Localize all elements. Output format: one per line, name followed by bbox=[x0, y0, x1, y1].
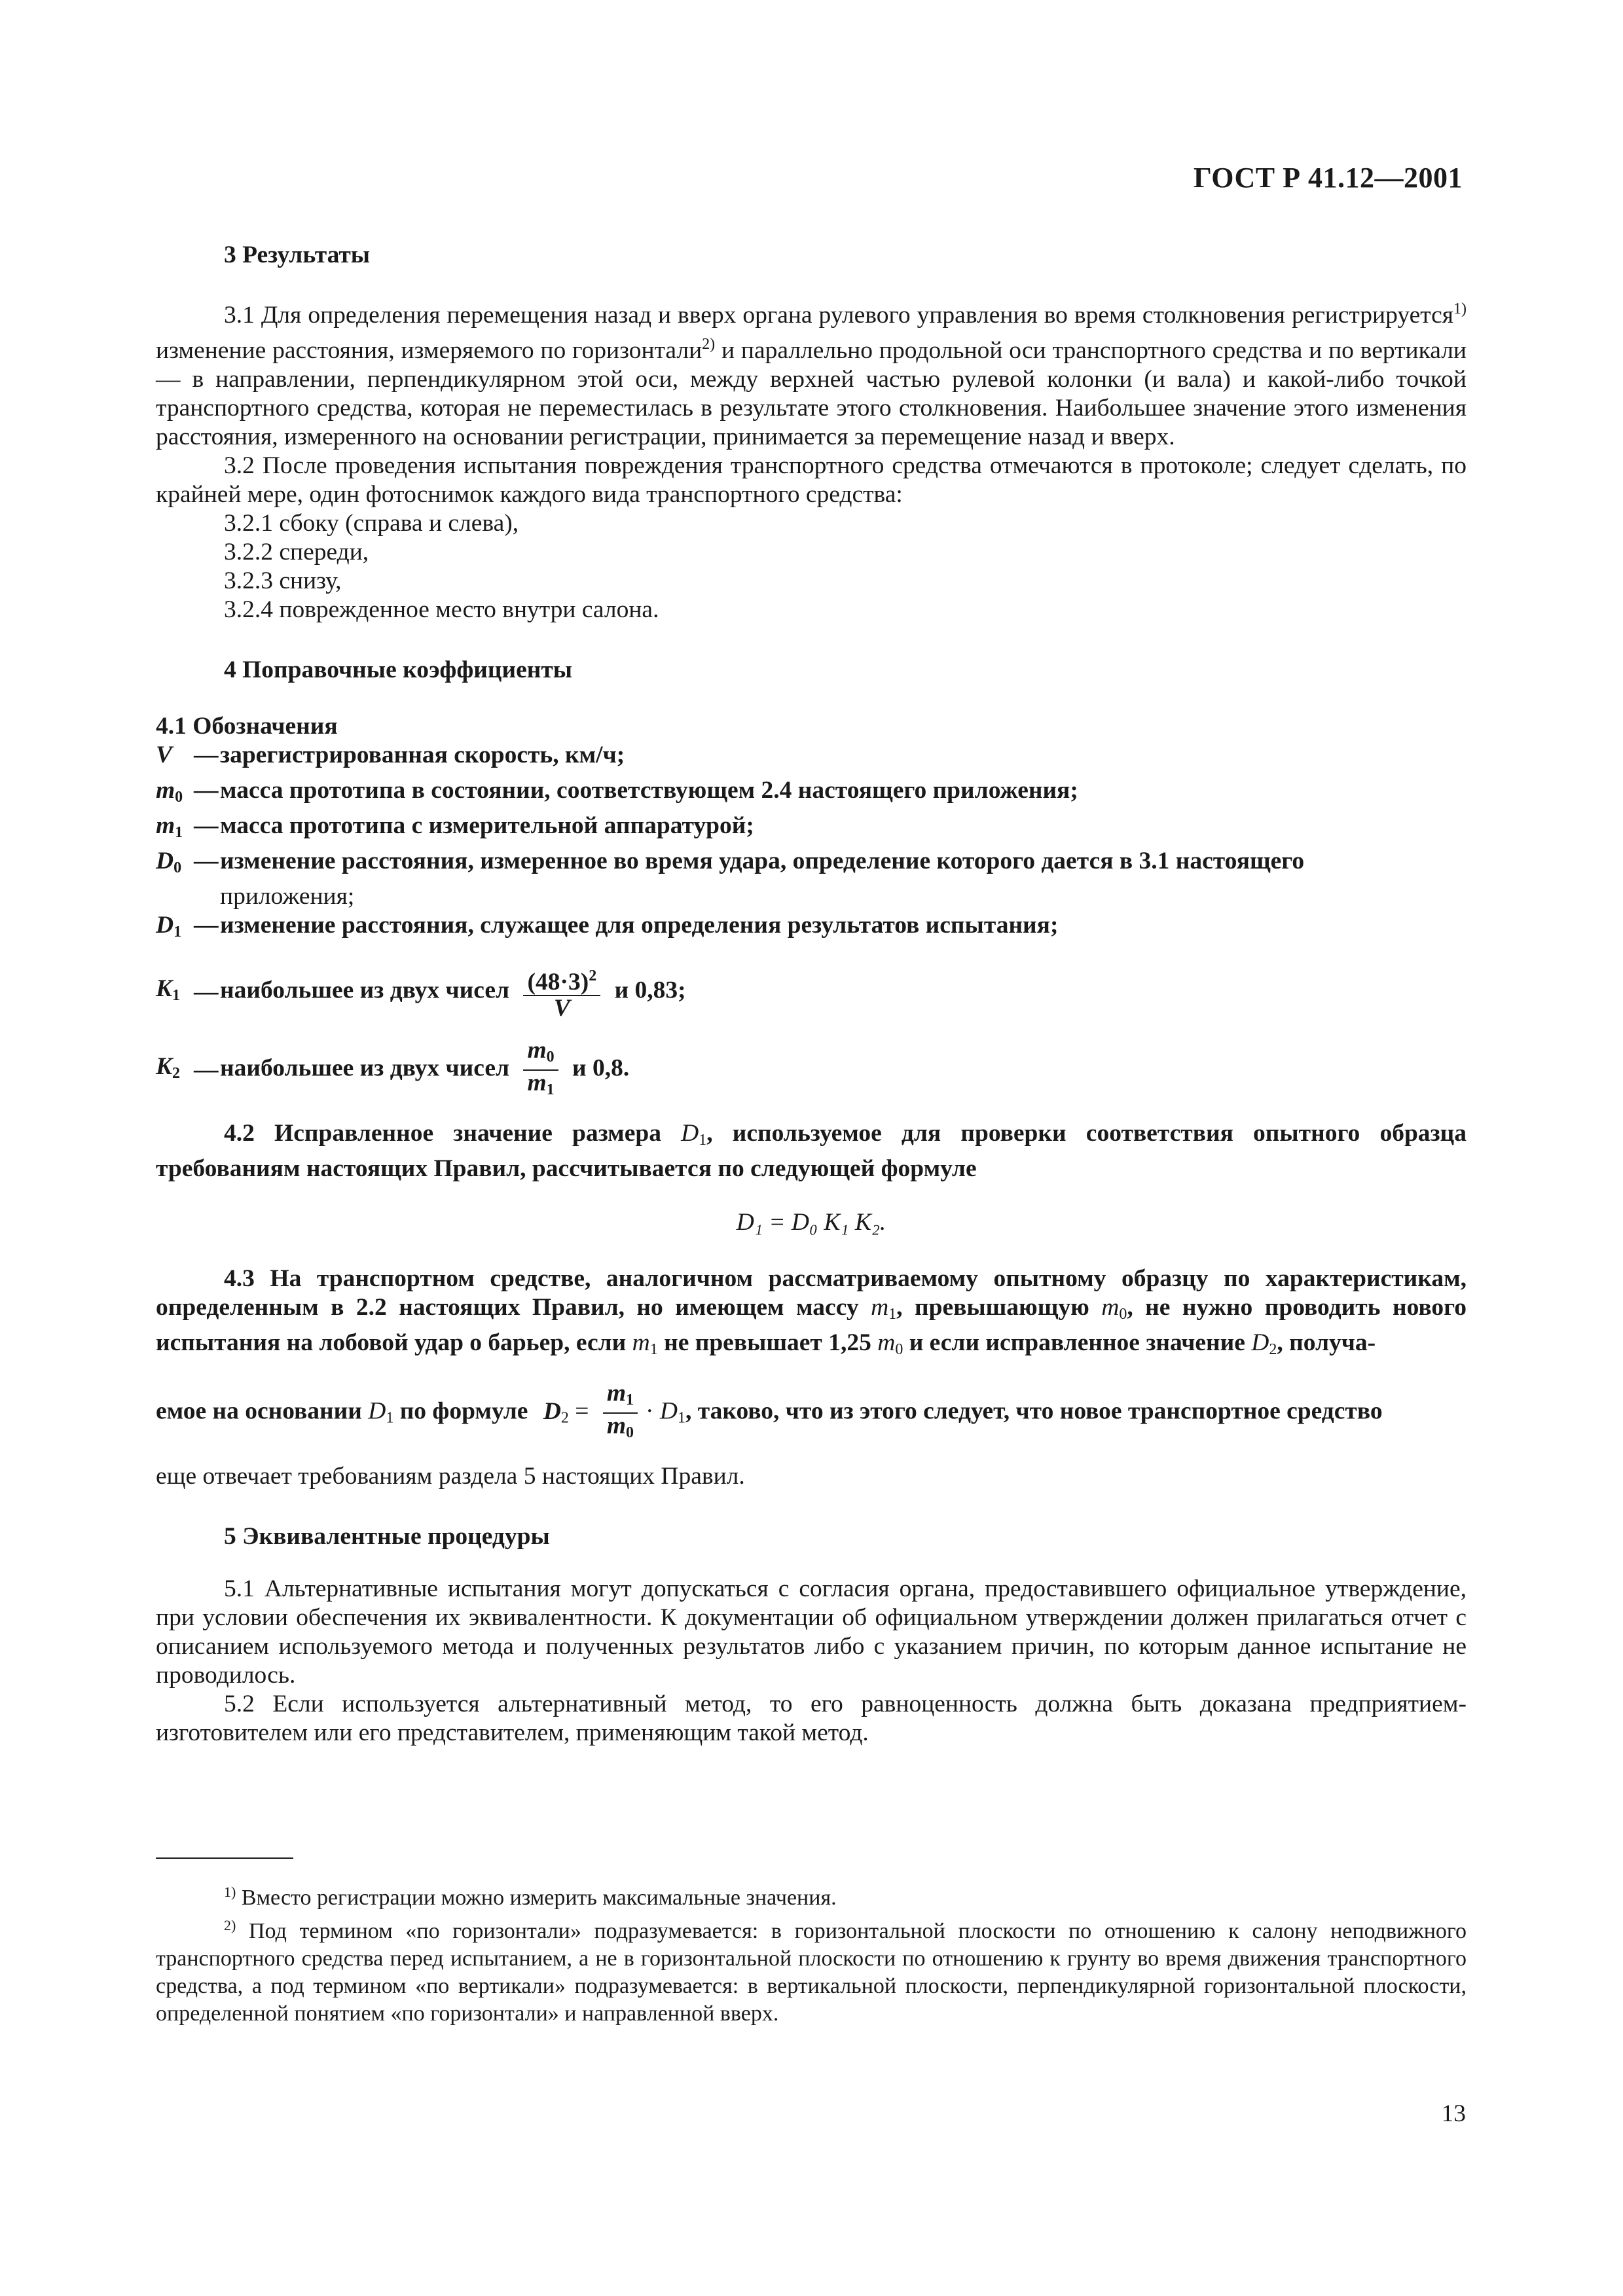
footnote-ref-2[interactable]: 2) bbox=[702, 336, 716, 353]
paragraph-4-3-end: еще отвечает требованиям раздела 5 настоящих Правил. bbox=[156, 1463, 745, 1490]
symbol-row: V — зарегистрированная скорость, км/ч; bbox=[156, 742, 625, 768]
k1-fraction: $\frac{(48\cdot 3)^2}{V}$ bbox=[523, 963, 600, 1021]
formula-d2-line: емое на основании $D_1$ по формуле $D_2$ = $\frac{m_1}{m_0}$ · $D_1$, таково, что из этого следует, что новое транспортное средство bbox=[156, 1381, 1467, 1445]
subsection-4-1-title: 4.1 Обозначения bbox=[156, 713, 338, 740]
section-4-title: 4 Поправочные коэффициенты bbox=[224, 656, 573, 683]
list-item: 3.2.4 поврежденное место внутри салона. bbox=[224, 596, 659, 623]
formula-d1: D₁ = D₀ K₁ K₂. bbox=[736, 1209, 886, 1236]
symbol-continuation: приложения; bbox=[220, 883, 355, 910]
paragraph-3-2: 3.2 После проведения испытания повреждения транспортного средства отмечаются в протоколе; следует сделать, по крайней мере, один фотоснимок каждого вида транспортного средства: bbox=[156, 452, 1467, 508]
footnote-divider bbox=[156, 1857, 293, 1859]
k2-fraction: $\frac{m_0}{m_1}$ bbox=[523, 1038, 558, 1102]
main-content bbox=[156, 241, 1467, 1748]
section-3-title: 3 Результаты bbox=[224, 242, 371, 268]
d2-fraction: $\frac{m_1}{m_0}$ bbox=[603, 1381, 638, 1445]
section-5-body bbox=[156, 1575, 1467, 1748]
list-item: 3.2.2 спереди, bbox=[224, 539, 369, 565]
list-item: 3.2.3 снизу, bbox=[224, 567, 342, 594]
paragraph-5-2: 5.2 Если используется альтернативный метод, то его равноценность должна быть доказана предприятием-изготовителем или его представителем, применяющим такой метод. bbox=[156, 1691, 1467, 1746]
subsection-4-1 bbox=[156, 712, 1467, 1491]
section-3-body bbox=[156, 295, 1467, 624]
paragraph-5-1: 5.1 Альтернативные испытания могут допускаться с согласия органа, предоставившего официальное утверждение, при условии обеспечения их эквивалентности. К документации об официальном утверждении должен прилагаться отчет с описанием используемого метода и полученных результатов либо с указанием причин, по которым данное испытание не проводилось. bbox=[156, 1575, 1467, 1689]
paragraph-3-1: 3.1 Для определения перемещения назад и вверх органа рулевого управления во время столкновения регистрируется$^{1)}$ изменение расстояния, измеряемого по горизонтали$^{2)}$ и параллельно продольной оси транспортного средства и по вертикали — в направлении, перпендикулярном этой оси, между верхней частью рулевой колонки (и вала) и какой-либо точкой транспортного средства, которая не переместилась в результате этого столкновения. Наибольшее значение этого изменения расстояния, измеренного на основании регистрации, принимается за перемещение назад и вверх. bbox=[156, 300, 1467, 450]
k1-definition: $K_1$ — наибольшее из двух чисел $\frac{(48\cdot 3)^2}{V}$ и 0,83; bbox=[156, 963, 1467, 1021]
section-5-title: 5 Эквивалентные процедуры bbox=[224, 1523, 550, 1550]
list-item: 3.2.1 сбоку (справа и слева), bbox=[224, 510, 519, 537]
symbol-row: $D_0$ — изменение расстояния, измеренное во время удара, определение которого дается в 3.1 настоящего bbox=[156, 848, 1305, 876]
footnote-2: $^{2)}$ Под термином «по горизонтали» подразумевается: в горизонтальной плоскости по отношению к салону неподвижного транспортного средства перед испытанием, а не в горизонтальной плоскости по отношению к грунту во время движения транспортного средства, а под термином «по вертикали» подразумевается: в вертикальной плоскости, перпендикулярной горизонтальной плоскости, определенной понятием «по горизонтали» и направленной вверх. bbox=[156, 1917, 1467, 2026]
footnote-1: $^{1)}$ Вместо регистрации можно измерить максимальные значения. bbox=[224, 1884, 837, 1910]
document-code-header: ГОСТ Р 41.12—2001 bbox=[1193, 162, 1463, 194]
paragraph-4-2: 4.2 Исправленное значение размера $D_1$, используемое для проверки соответствия опытного образца требованиям настоящих Правил, рассчитывается по следующей формуле bbox=[156, 1120, 1467, 1182]
footnote-ref-1[interactable]: 1) bbox=[1453, 300, 1467, 317]
symbol-row: $m_1$ — масса прототипа с измерительной аппаратурой; bbox=[156, 812, 754, 841]
paragraph-4-3: 4.3 На транспортном средстве, аналогичном рассматриваемому опытному образцу по характеристикам, определенным в 2.2 настоящих Правил, но имеющем массу $m_1$, превышающую $m_0$, не нужно проводить нового испытания на лобовой удар о барьер, если $m_1$ не превышает 1,25 $m_0$ и если исправленное значение $D_2$, получа- bbox=[156, 1265, 1467, 1358]
page-number: 13 bbox=[1441, 2100, 1466, 2127]
symbol-row: $D_1$ — изменение расстояния, служащее для определения результатов испытания; bbox=[156, 912, 1059, 941]
footnotes bbox=[156, 1878, 1467, 2028]
k2-definition: $K_2$ — наибольшее из двух чисел $\frac{m_0}{m_1}$ и 0,8. bbox=[156, 1038, 1467, 1102]
symbol-row: $m_0$ — масса прототипа в состоянии, соответствующем 2.4 настоящего приложения; bbox=[156, 777, 1078, 806]
